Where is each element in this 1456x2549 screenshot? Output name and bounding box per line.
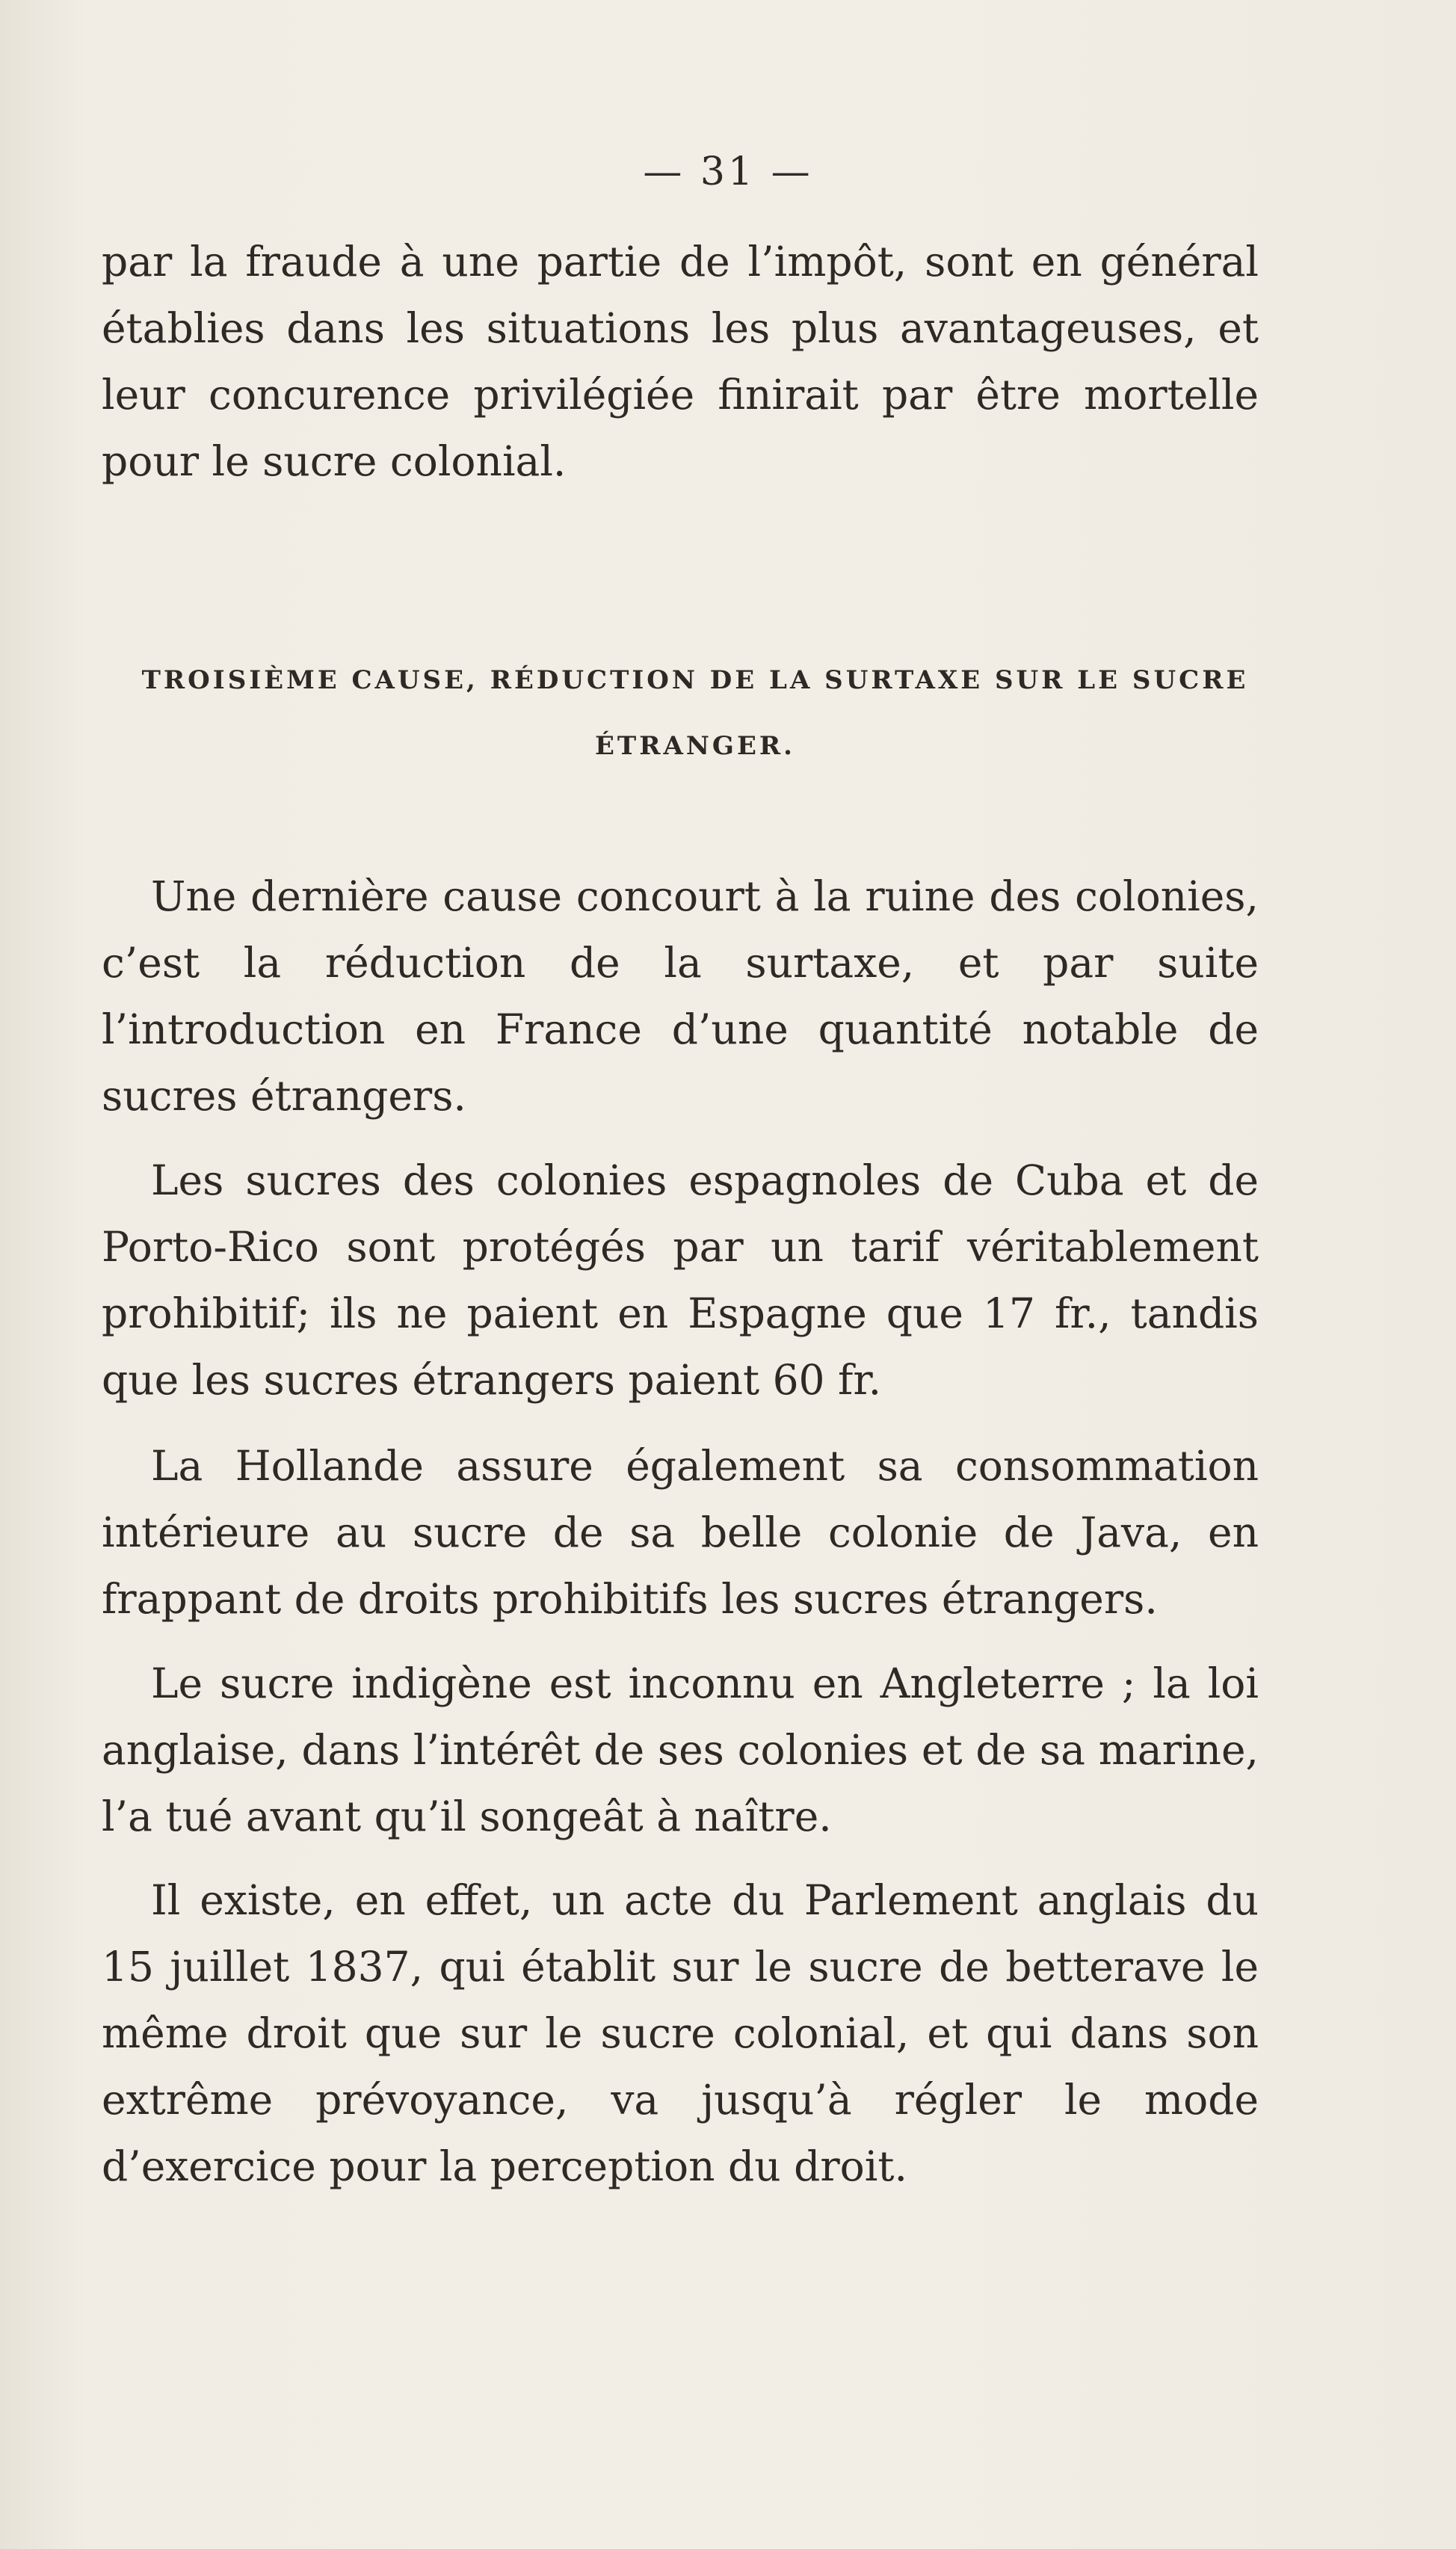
paragraph-parlement: Il existe, en effet, un acte du Parlement anglais du 15 juillet 1837, qui établit sur le sucre de betterave le même droit que sur le sucre colonial, et qui dans son extrême prévoyance, va jusqu’à régler le mode d’exercice pour la perception du droit. bbox=[102, 1876, 1259, 2190]
section-heading-line-1: TROISIÈME CAUSE, RÉDUCTION DE LA SURTAXE SUR LE SUCRE bbox=[141, 665, 1249, 695]
paragraph-surtaxe: Une dernière cause concourt à la ruine des colonies, c’est la réduction de la surtaxe, et par suite l’introduction en France d’une quantité notable de sucres étrangers. bbox=[102, 872, 1259, 1120]
section-heading-line-2: ÉTRANGER. bbox=[595, 731, 795, 761]
paragraph-espagne: Les sucres des colonies espagnoles de Cuba et de Porto-Rico sont protégés par un tarif véritablement prohibitif; ils ne paient en Espagne que 17 fr., tandis que les sucres étrangers paient 60 fr. bbox=[102, 1156, 1259, 1404]
section-heading bbox=[112, 647, 1278, 779]
page-number: — 31 — bbox=[643, 150, 813, 194]
paragraph-hollande: La Hollande assure également sa consommation intérieure au sucre de sa belle colonie de Java, en frappant de droits prohibitifs les sucres étrangers. bbox=[102, 1442, 1259, 1623]
paragraph-angleterre: Le sucre indigène est inconnu en Angleterre ; la loi anglaise, dans l’intérêt de ses colonies et de sa marine, l’a tué avant qu’il songeât à naître. bbox=[102, 1659, 1259, 1840]
paragraph-continued: par la fraude à une partie de l’impôt, sont en général établies dans les situations les plus avantageuses, et leur concurence privilégiée finirait par être mortelle pour le sucre colonial. bbox=[102, 238, 1259, 485]
